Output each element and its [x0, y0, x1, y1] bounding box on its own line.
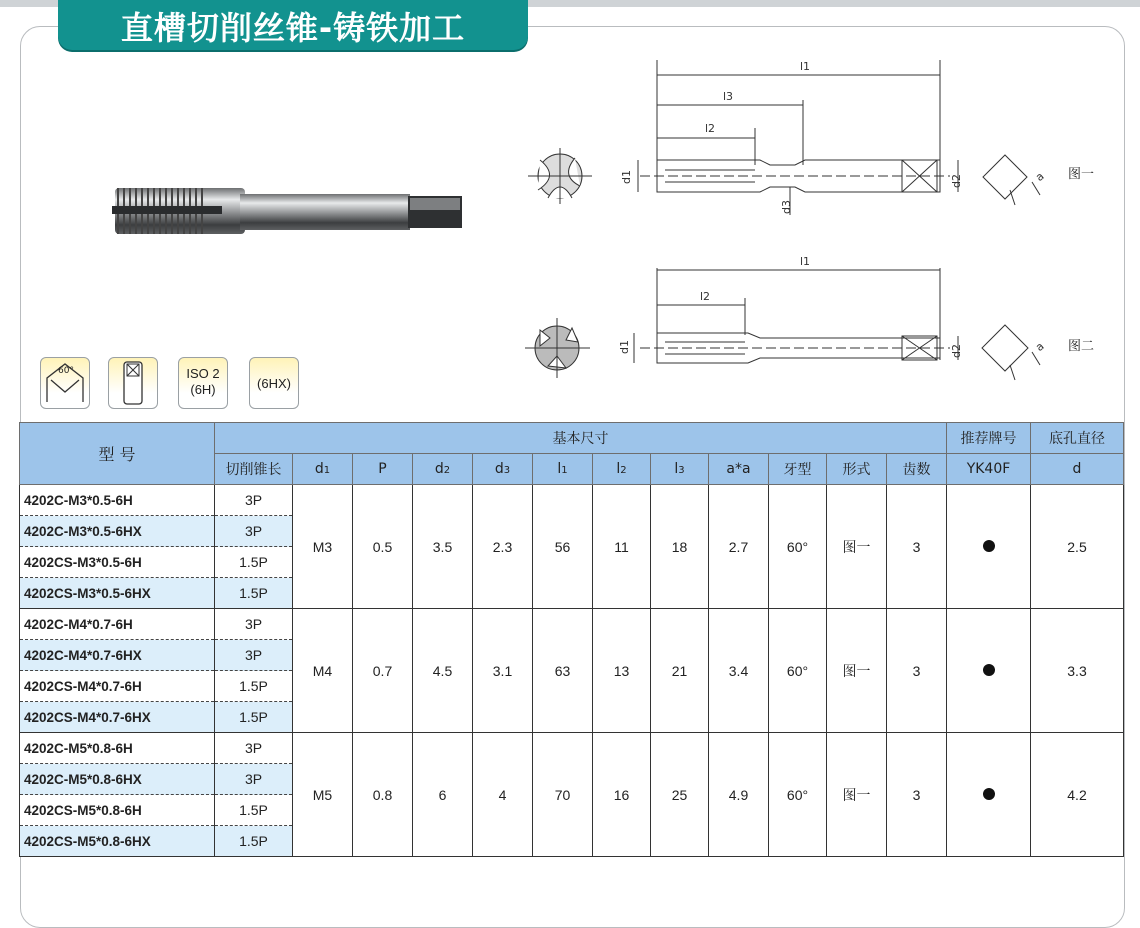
cell-profile: 60°: [769, 609, 827, 733]
model-cell: 4202CS-M5*0.8-6H: [20, 795, 215, 826]
figure-2-label: 图二: [1068, 339, 1095, 354]
cone-length-cell: 1.5P: [215, 826, 293, 857]
sub-header-subscript: 2: [620, 465, 627, 476]
dim-d2: d2: [950, 174, 963, 188]
header-hole: 底孔直径: [1031, 423, 1124, 454]
brand-cell: [947, 733, 1031, 857]
cell-l2: 13: [593, 609, 651, 733]
model-cell: 4202CS-M3*0.5-6H: [20, 547, 215, 578]
hole-diameter-cell: 4.2: [1031, 733, 1124, 857]
brand-cell: [947, 485, 1031, 609]
sub-header-6: [593, 454, 651, 485]
cell-d1: M5: [293, 733, 353, 857]
sub-header-text: 切削锥长: [225, 462, 282, 478]
sub-header-8: [709, 454, 769, 485]
technical-drawing: [0, 0, 1140, 420]
recommended-dot-icon: [983, 540, 995, 552]
sub-header-12: [947, 454, 1031, 485]
sub-header-text: 形式: [842, 462, 871, 478]
cell-aa: 2.7: [709, 485, 769, 609]
cell-l2: 11: [593, 485, 651, 609]
sub-header-subscript: 2: [443, 465, 451, 476]
dim-d3: d3: [780, 200, 793, 214]
sub-header-7: [651, 454, 709, 485]
cell-d3: 2.3: [473, 485, 533, 609]
sub-header-subscript: 3: [503, 465, 511, 476]
cell-d3: 4: [473, 733, 533, 857]
cell-d3: 3.1: [473, 609, 533, 733]
dim-a: a: [1033, 169, 1047, 184]
sub-header-9: [769, 454, 827, 485]
dim-l2: l2: [705, 122, 716, 135]
cell-l1: 63: [533, 609, 593, 733]
thread-angle-badge: [40, 357, 90, 409]
sub-header-subscript: 1: [561, 465, 568, 476]
header-model: 型 号: [20, 423, 215, 485]
iso2-line1: ISO 2: [186, 366, 220, 381]
sub-header-13: [1031, 454, 1124, 485]
cell-form: 图一: [827, 609, 887, 733]
cone-length-cell: 3P: [215, 640, 293, 671]
cell-P: 0.5: [353, 485, 413, 609]
cell-l3: 21: [651, 609, 709, 733]
cell-P: 0.7: [353, 609, 413, 733]
cell-profile: 60°: [769, 485, 827, 609]
sub-header-text: l: [674, 461, 679, 477]
brand-cell: [947, 609, 1031, 733]
sub-header-5: [533, 454, 593, 485]
dim2-d1: d1: [618, 340, 631, 354]
sub-header-1: [293, 454, 353, 485]
cell-d2: 4.5: [413, 609, 473, 733]
sub-header-text: d: [314, 461, 324, 477]
cone-length-cell: 1.5P: [215, 702, 293, 733]
thread-angle-text: 60°: [58, 366, 74, 376]
sub-header-3: [413, 454, 473, 485]
cell-d1: M3: [293, 485, 353, 609]
cell-P: 0.8: [353, 733, 413, 857]
cell-l3: 25: [651, 733, 709, 857]
cone-length-cell: 1.5P: [215, 547, 293, 578]
cell-form: 图一: [827, 733, 887, 857]
dim2-a: a: [1033, 339, 1047, 354]
hole-diameter-cell: 3.3: [1031, 609, 1124, 733]
model-cell: 4202CS-M4*0.7-6H: [20, 671, 215, 702]
cell-l1: 56: [533, 485, 593, 609]
iso2-badge: [178, 357, 228, 409]
sub-header-2: [353, 454, 413, 485]
figure-1-label: 图一: [1068, 167, 1095, 182]
cell-teeth: 3: [887, 485, 947, 609]
model-cell: 4202C-M3*0.5-6HX: [20, 516, 215, 547]
sub-header-text: 齿数: [902, 462, 931, 478]
cell-aa: 4.9: [709, 733, 769, 857]
cone-length-cell: 3P: [215, 485, 293, 516]
cell-teeth: 3: [887, 733, 947, 857]
sub-header-subscript: 1: [323, 465, 331, 476]
dim-d1: d1: [620, 170, 633, 184]
sub-header-text: d: [494, 461, 504, 477]
sub-header-text: a*a: [726, 461, 751, 477]
dim-l3: l3: [723, 90, 734, 103]
recommended-dot-icon: [983, 788, 995, 800]
cell-aa: 3.4: [709, 609, 769, 733]
thread-angle-icon: [41, 358, 89, 408]
spec-table: [19, 422, 1124, 857]
cone-length-cell: 3P: [215, 764, 293, 795]
sub-header-text: d: [1072, 461, 1082, 477]
sub-header-subscript: 3: [678, 465, 685, 476]
cone-length-cell: 1.5P: [215, 671, 293, 702]
cell-l1: 70: [533, 733, 593, 857]
sub-header-10: [827, 454, 887, 485]
page-title: 直槽切削丝锥-铸铁加工: [120, 9, 466, 47]
cell-profile: 60°: [769, 733, 827, 857]
hx-badge: [249, 357, 299, 409]
cone-length-cell: 3P: [215, 609, 293, 640]
model-cell: 4202C-M5*0.8-6HX: [20, 764, 215, 795]
cone-length-cell: 1.5P: [215, 578, 293, 609]
dim-l1: l1: [800, 60, 811, 73]
cell-l2: 16: [593, 733, 651, 857]
dim2-l2: l2: [700, 290, 711, 303]
cell-d2: 3.5: [413, 485, 473, 609]
table-row: [20, 609, 1124, 640]
cell-d1: M4: [293, 609, 353, 733]
model-cell: 4202CS-M4*0.7-6HX: [20, 702, 215, 733]
cone-length-cell: 3P: [215, 733, 293, 764]
hole-diameter-cell: 2.5: [1031, 485, 1124, 609]
model-cell: 4202C-M4*0.7-6HX: [20, 640, 215, 671]
table-row: [20, 485, 1124, 516]
cell-form: 图一: [827, 485, 887, 609]
square-shank-icon: [109, 358, 157, 408]
model-cell: 4202C-M5*0.8-6H: [20, 733, 215, 764]
model-cell: 4202CS-M5*0.8-6HX: [20, 826, 215, 857]
model-cell: 4202CS-M3*0.5-6HX: [20, 578, 215, 609]
cone-length-cell: 3P: [215, 516, 293, 547]
model-cell: 4202C-M4*0.7-6H: [20, 609, 215, 640]
header-basic-dims: 基本尺寸: [215, 423, 947, 454]
sub-header-0: [215, 454, 293, 485]
cell-l3: 18: [651, 485, 709, 609]
model-cell: 4202C-M3*0.5-6H: [20, 485, 215, 516]
cell-teeth: 3: [887, 609, 947, 733]
sub-header-text: l: [616, 461, 621, 477]
sub-header-4: [473, 454, 533, 485]
sub-header-text: d: [434, 461, 444, 477]
sub-header-11: [887, 454, 947, 485]
square-shank-badge: [108, 357, 158, 409]
dim2-l1: l1: [800, 255, 811, 268]
cone-length-cell: 1.5P: [215, 795, 293, 826]
sub-header-text: P: [378, 461, 387, 477]
sub-header-text: YK40F: [966, 461, 1011, 477]
iso2-line2: (6H): [190, 382, 216, 397]
dim2-d2: d2: [950, 344, 963, 358]
recommended-dot-icon: [983, 664, 995, 676]
cell-d2: 6: [413, 733, 473, 857]
spec-table-body: [20, 485, 1124, 857]
table-row: [20, 733, 1124, 764]
sub-header-text: 牙型: [783, 462, 812, 478]
sub-header-text: l: [557, 461, 562, 477]
hx-line1: (6HX): [257, 376, 291, 391]
header-brand: 推荐牌号: [947, 423, 1031, 454]
